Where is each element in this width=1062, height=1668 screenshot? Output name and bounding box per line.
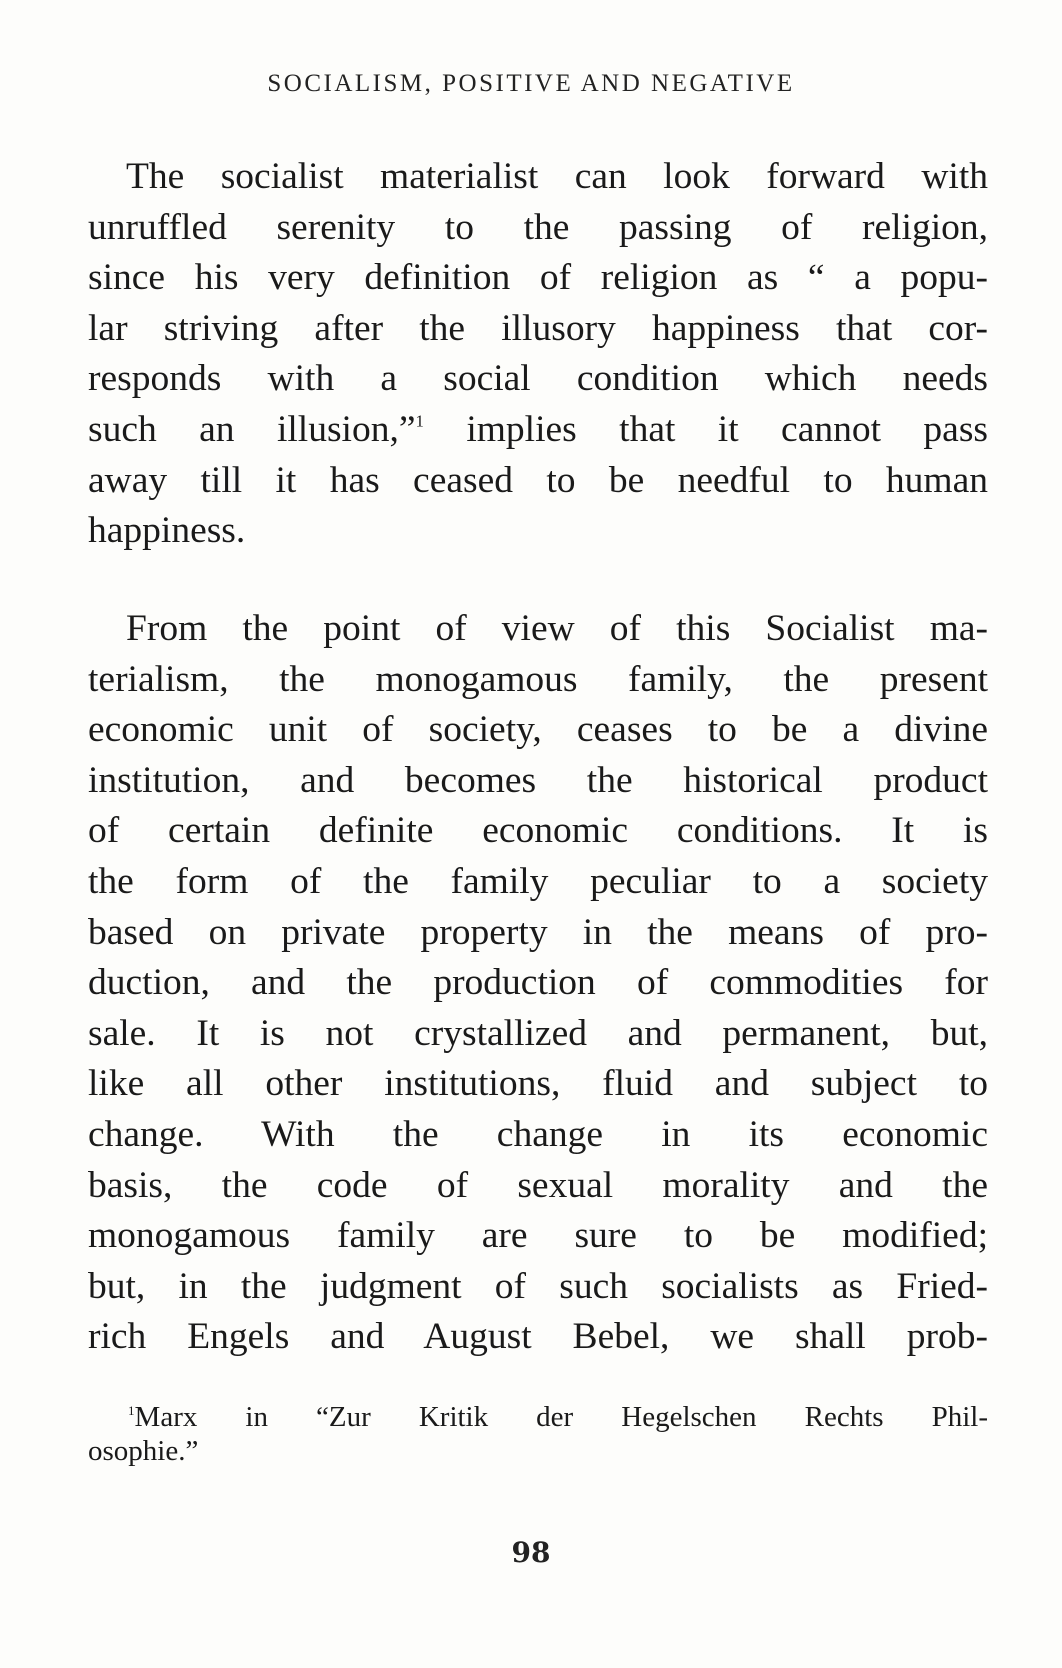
footnote — [88, 1400, 988, 1468]
paragraph-line: economic unit of society, ceases to be a divine — [88, 709, 988, 751]
footnote-line: $^1$Marx in “Zur Kritik der Hegelschen Rechts Phil- — [128, 1401, 988, 1433]
paragraph-line: sale. It is not crystallized and permanent, but, — [88, 1012, 988, 1054]
paragraph-line: based on private property in the means of pro- — [88, 911, 988, 953]
footnote-line: osophie.” — [88, 1435, 199, 1467]
paragraph-line: duction, and the production of commodities for — [88, 962, 988, 1004]
paragraph-line: such an illusion,”$^1$ implies that it cannot pass — [88, 408, 989, 450]
paragraph-line: institution, and becomes the historical product — [88, 759, 988, 801]
paragraph-line: responds with a social condition which needs — [88, 358, 988, 400]
paragraph-line: of certain definite economic conditions. It is — [88, 810, 988, 852]
paragraph-line: lar striving after the illusory happiness that cor- — [88, 307, 988, 349]
paragraph-1 — [88, 152, 988, 557]
paragraph-line: From the point of view of this Socialist ma- — [126, 608, 988, 649]
paragraph-line: the form of the family peculiar to a society — [88, 860, 988, 902]
paragraph-line: basis, the code of sexual morality and the — [88, 1164, 988, 1206]
paragraph-line: happiness. — [88, 510, 246, 552]
paragraph-line: unruffled serenity to the passing of religion, — [88, 206, 988, 248]
paragraph-line: change. With the change in its economic — [88, 1113, 988, 1155]
footnote-reference: 1 — [415, 411, 424, 431]
paragraph-line: terialism, the monogamous family, the present — [88, 658, 988, 700]
paragraph-line: monogamous family are sure to be modified; — [88, 1215, 988, 1257]
paragraph-line: away till it has ceased to be needful to human — [88, 459, 988, 501]
page-number: 98 — [511, 1536, 551, 1569]
running-head: SOCIALISM, POSITIVE AND NEGATIVE — [267, 70, 795, 97]
paragraph-line: The socialist materialist can look forward with — [126, 156, 988, 197]
paragraph-2 — [88, 604, 988, 1363]
paragraph-line: like all other institutions, fluid and subject to — [88, 1063, 988, 1105]
paragraph-line: rich Engels and August Bebel, we shall prob- — [88, 1316, 988, 1358]
paragraph-line: since his very definition of religion as “ a popu- — [88, 257, 988, 299]
paragraph-line: but, in the judgment of such socialists as Fried- — [88, 1265, 988, 1307]
footnote-marker: 1 — [128, 1402, 135, 1418]
